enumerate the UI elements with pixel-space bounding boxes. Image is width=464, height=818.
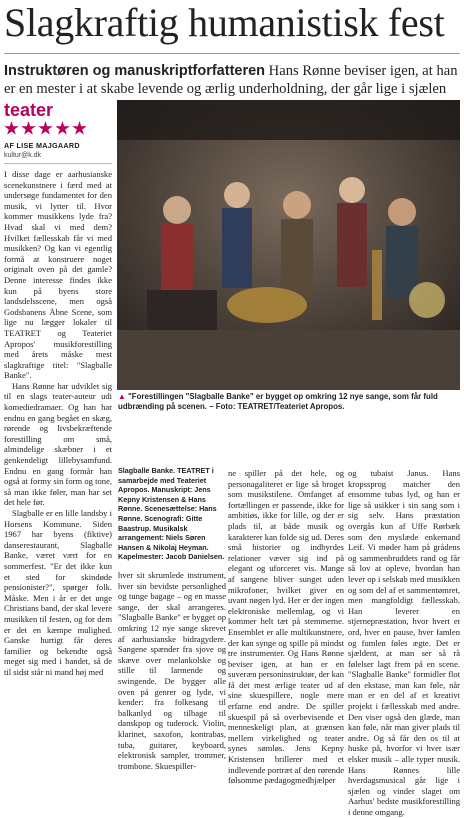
photo-caption — [118, 392, 460, 412]
body-paragraph: Hans Rønne har udviklet sig til en slags teater-auteur udi komediedramaer. Og han har endnu en gang begået en skæg, rørende og livsbekræftende forestilling om små, almindelige skæbner i et genkendeligt lillebysamfund. Endnu en gang formår han også at formy sin form og tone, så man ikke føler, man har set det hele før. — [4, 380, 112, 508]
star-icon — [72, 121, 87, 136]
caption-text: "Forestillingen "Slagballe Banke" er bygget op omkring 12 nye sange, som får fuld udbrænding på scenen. – Foto: TEATRET/Teateriet Apropos. — [118, 392, 438, 411]
stage-photo-illustration — [117, 100, 460, 390]
lede-bold: Instruktøren og manuskriptforfatteren — [4, 63, 266, 79]
lede — [4, 62, 458, 98]
article-photo — [117, 100, 460, 390]
byline-email: kultur@k.dk — [4, 152, 42, 159]
star-icon — [38, 121, 53, 136]
body-paragraph: Slagballe er en lille landsby i Horsens Kommune. Siden 1967 har byens (fiktive) danserestaurant, Slagballe Banke, været vært for en sommerfest. "Er det ikke kun et sted for skindøde pensionister?", spørger folk. Måske. Men i år er det unge Christians band, der skal levere musikken til festen, og for dem er det en kæmpe mulighed. Ganske hurtigt får deres familier og bekendte også meget sig med i bandet, så de til sidst står ni mand høj med — [4, 508, 112, 677]
headline: Slagkraftig humanistisk fest — [4, 0, 445, 45]
star-icon — [55, 121, 70, 136]
body-column-2: hver sit skrumlede instrument, hver sin bevidste personlighed og tunge bagage – og en masse sange, der skal arrangeres. "Slagballe Banke" er bygget op omkring 12 nye sange skrevet af aarhusianske bidragydere. Sangene spænder fra sjove og skæve over melankolske og stille til larmende og swingende. De bygger alle oven på genrer og lyde, vi kender: fra folkesang til balkanlyd og tilbage til danskpop og tuderock. Violin, klarinet, saxofon, kontrabas, tuba, guitarer, keyboard, elektronisk sampler, trommer, trombone. Skuespiller- — [118, 570, 226, 771]
headline-divider — [4, 53, 460, 54]
body-column-3: ne spiller på det hele, og personagaliteret er lige så broget som musikstilene. Omfanget af fortællingen er passende, ikke for ambitiøs, ikke for lille, og der er plads til, at både musik og karakterer kan folde sig ud. Deres små historier og indbyrdes relationer væver sig ind på elegant og uforceret vis. Mange af sangene bliver sunget uden mikrofoner, hvilket giver en uvant nøgen lyd. Her er der ingen elektroniske mellemlag, og vi kommer helt tæt på stemmerne. Ensemblet er alle multikunstnere, der kan synge og spille på mindst tre instrumenter. Og Hans Rønne beviser igen, at han er en suveræn personinstruktør, der kan få det mest ærlige teater ud af sine skuespillere, nogle mere erfarne end andre. De spiller skuespil på så overbevisende et menneskeligt plan, at grænsen mellem virkelighed og teater synes sømløs. Jens Kepny Kristensen brillerer med et indlevende portræt af den rørende følsomme pædagogmedhjælper — [228, 468, 344, 786]
body-paragraph: I disse dage er aarhusianske scenekunstnere i færd med at undersøge fundamentet for den musik, vi lytter til. Hvor kommer musikkens lyde fra? Hvad skal vi med dem? Hvilket fællesskab får vi med musikken? Og kan vi egentlig formå at konstruere noget originalt oven på det gamle? Denne interesse findes ikke kun på byens store landsdelsscene, men også Godsbanens Åbne Scene, som lige nu lægger lokaler til TEATRET og Teateriet Apropos' musikforestilling med årets måske mest slagkraftige titel: "Slagballe Banke". — [4, 169, 112, 381]
lede-text: Hans Rønne beviser igen, at han er en mester i at skabe levende og ærlig underholdning, der går lige i sjælen — [4, 63, 458, 97]
rating-stars — [4, 121, 87, 136]
star-icon — [21, 121, 36, 136]
body-column-4: og tubaist Janus. Hans kropssprog matcher den ensomme tubas lyd, og han er lige så usikker i sin sang som i sig selv. Hans præstation overgås kun af Uffe Rørbæk som den myslæde enkemand Leif. Vi møder ham på grådens og sammenbruddets rand og får så lov at opleve, hvordan han lever op i selskab med musikken og som del af et sammentømret, men mangfoldigt fællesskab. Han leverer en stjernepræstation, hvor hvert et ord, hver en pause, hver famlen og fumlen føles ægte. Det er sjældent, at man ser så rå følelser lagt frem på en scene. "Slagballe Banke" formidler flot den ekstase, man kan føle, når man er en del af et kreativt projekt i fællesskab med andre. Den viser også den glæde, man kan føle, når man giver plads til andre. Og så får den os til at huske på, hvorfor vi hver især elsker musik – alle typer musik. Hans Rønnes lille hverdagsmusical går lige i sjælen og vinder slaget om Aarhus' bedste musikforestilling i denne omgang. — [348, 468, 460, 817]
section-label: teater — [4, 100, 54, 120]
byline: AF LISE MAJGAARD — [4, 141, 80, 150]
factbox: Slagballe Banke. TEATRET i samarbejde med Teateriet Apropos. Manuskript: Jens Kepny Kristensen & Hans Rønne. Scenesættelse: Hans Rønne. Scenografi: Gitte Baastrup. Musikalsk arrangement: Niels Søren Hansen & Nikolaj Heyman. Kapelmester: Jacob Danielsen. — [118, 466, 225, 562]
body-column-1 — [4, 169, 112, 677]
star-icon — [4, 121, 19, 136]
caption-marker: ▲ — [118, 392, 126, 401]
byline-divider — [4, 163, 112, 164]
